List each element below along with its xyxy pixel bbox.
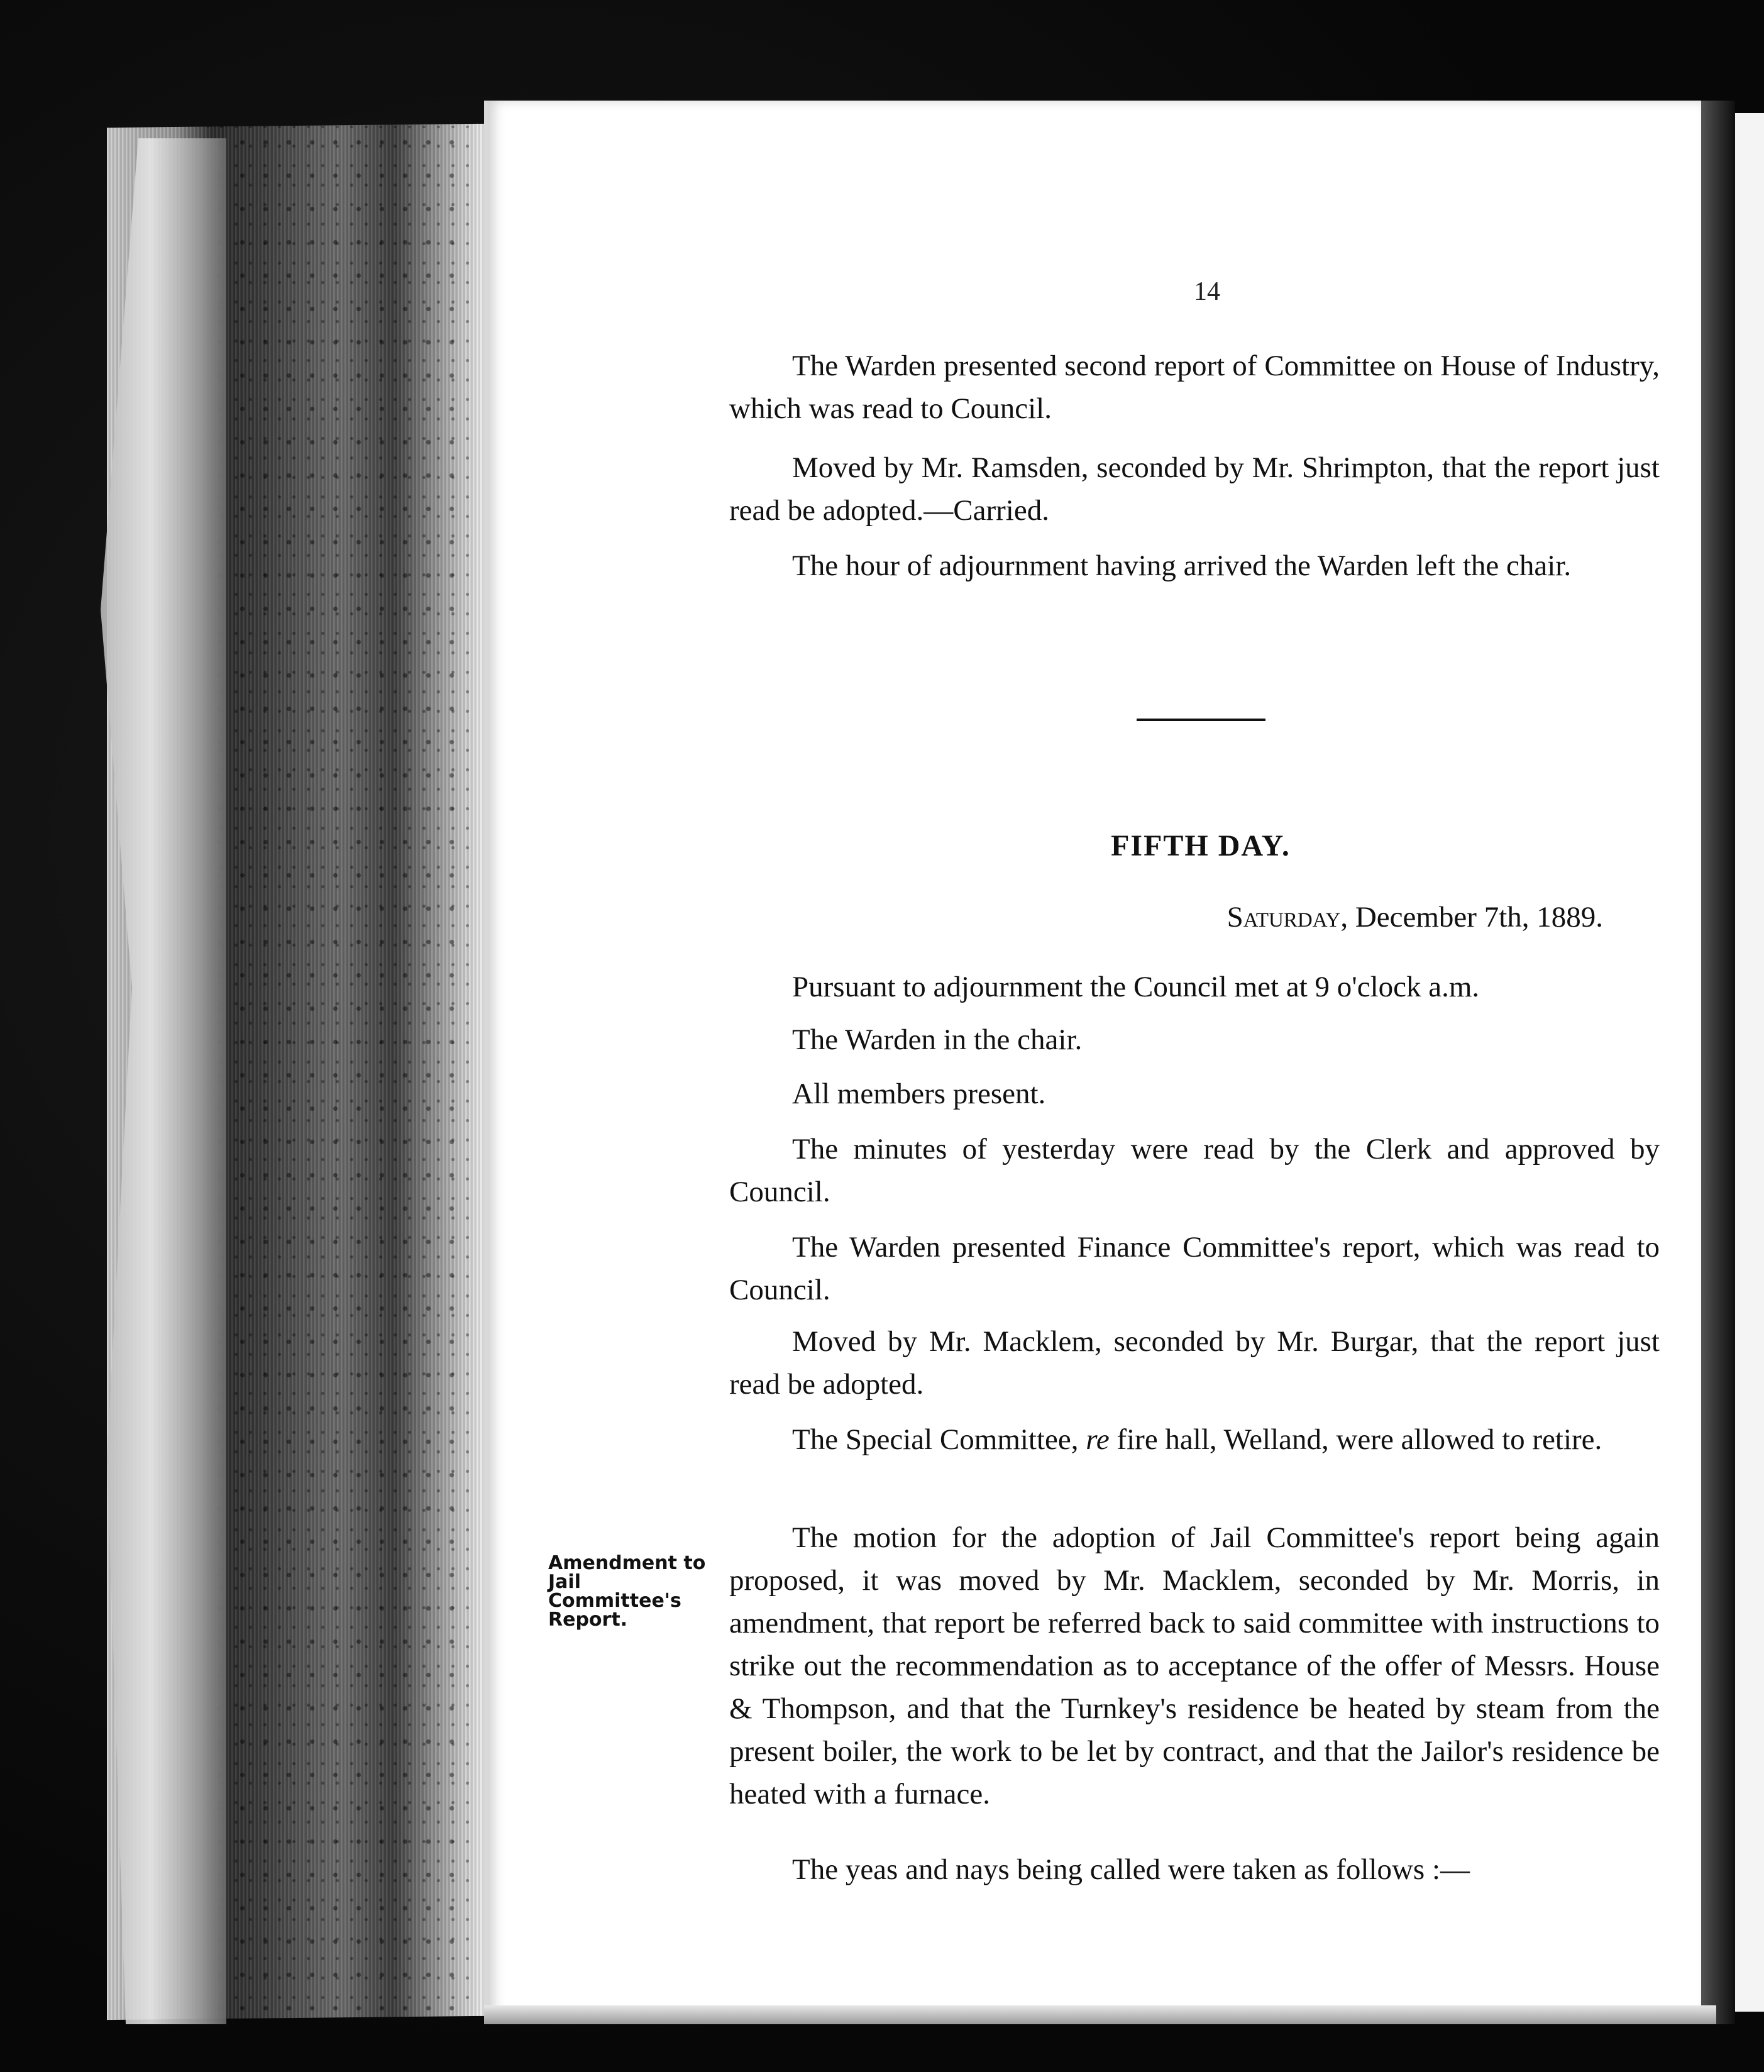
book-edge-speckle bbox=[207, 126, 471, 2012]
paragraph-house-of-industry: The Warden presented second report of Committee on House of Industry, which was read to Council. bbox=[729, 350, 1660, 425]
paragraph-finance-report: The Warden presented Finance Committee's report, which was read to Council. bbox=[729, 1231, 1660, 1306]
page-bottom-edge bbox=[484, 2005, 1716, 2024]
margin-note: Amendment to Jail Committee's Report. bbox=[548, 1552, 706, 1631]
paragraph-adjournment: The hour of adjournment having arrived the Warden left the chair. bbox=[792, 549, 1572, 582]
paragraph-jail-amendment: The motion for the adoption of Jail Committee's report being again proposed, it was moved by Mr. Macklem, seconded by Mr. Morris, in amendment, that report be referred back to said committee with instructions to strike out the recommendation as to acceptance of the offer of Messrs. House & Thompson, and that the Turnkey's residence be heated by steam from the present boiler, the work to be let by contract, and that the Jailor's residence be heated with a furnace. bbox=[729, 1521, 1660, 1810]
paragraph-special-committee bbox=[729, 1418, 1660, 1461]
dateline-date: December 7th, 1889. bbox=[1355, 901, 1603, 934]
paragraph-warden-chair: The Warden in the chair. bbox=[792, 1023, 1083, 1056]
special-committee-re: re bbox=[1086, 1423, 1110, 1456]
section-divider-rule bbox=[1137, 719, 1265, 721]
paragraph-yeas-nays: The yeas and nays being called were taken as follows :— bbox=[792, 1853, 1470, 1886]
paragraph-ramsden-motion: Moved by Mr. Ramsden, seconded by Mr. Shrimpton, that the report just read be adopted.—Carried. bbox=[729, 451, 1660, 527]
paragraph-pursuant: Pursuant to adjournment the Council met at 9 o'clock a.m. bbox=[792, 971, 1480, 1003]
special-committee-text-start: The Special Committee, bbox=[792, 1423, 1086, 1456]
paragraph-members-present: All members present. bbox=[792, 1077, 1046, 1110]
special-committee-text-end: fire hall, Welland, were allowed to retire. bbox=[1109, 1423, 1602, 1456]
section-heading: FIFTH DAY. bbox=[1111, 829, 1291, 862]
paragraph-macklem-motion: Moved by Mr. Macklem, seconded by Mr. Burgar, that the report just read be adopted. bbox=[729, 1325, 1660, 1401]
paragraph-minutes: The minutes of yesterday were read by the Clerk and approved by Council. bbox=[729, 1133, 1660, 1208]
page-gutter-shadow bbox=[1697, 101, 1735, 2024]
page-number: 14 bbox=[1194, 277, 1220, 306]
dateline-weekday: Saturday, bbox=[1227, 901, 1348, 934]
dateline bbox=[1006, 900, 1603, 934]
